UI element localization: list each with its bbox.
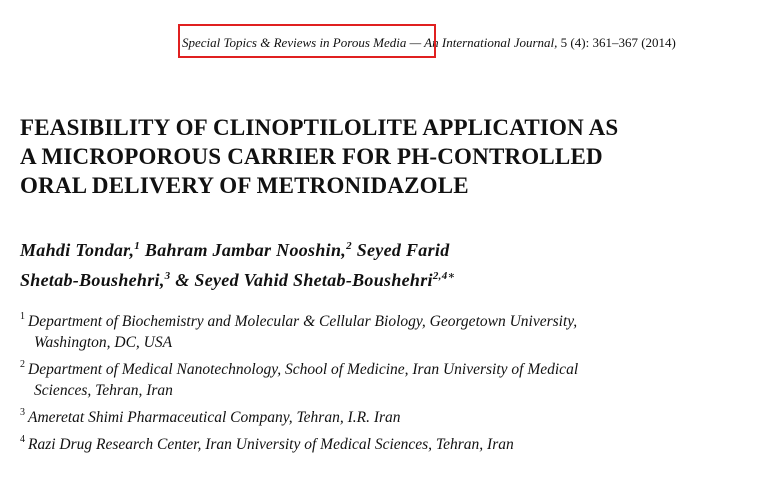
affiliation-4: [20, 434, 720, 455]
affiliation-text: Ameretat Shimi Pharmaceutical Company, Tehran, I.R. Iran: [28, 409, 401, 426]
affiliation-3: [20, 407, 720, 428]
affiliation-text: Department of Medical Nanotechnology, School of Medicine, Iran University of Medical: [28, 361, 579, 378]
author-4-affil: 2,4∗: [432, 270, 456, 282]
author-conjunction: &: [175, 270, 190, 290]
authors-line-2: [20, 263, 720, 293]
affiliation-text-cont: Washington, DC, USA: [34, 334, 173, 351]
affiliation-1: [20, 311, 720, 353]
title-line-2: A MICROPOROUS CARRIER FOR PH-CONTROLLED: [20, 144, 603, 169]
affiliation-2: [20, 359, 720, 401]
journal-name-highlighted[interactable]: [182, 35, 406, 51]
author-2: Bahram Jambar Nooshin,: [144, 240, 347, 260]
affiliation-list: [20, 311, 720, 461]
authors-line-1: [20, 233, 720, 263]
affiliation-number: 4: [20, 434, 25, 445]
author-list: [20, 233, 720, 293]
affiliation-text-cont: Sciences, Tehran, Iran: [34, 382, 173, 399]
volume-info: 5 (4): 361–367 (2014): [560, 35, 676, 50]
affiliation-number: 3: [20, 407, 25, 418]
affiliation-number: 1: [20, 311, 25, 322]
author-2-affil: 2: [346, 240, 352, 252]
journal-subtitle: [410, 35, 676, 50]
title-line-3: ORAL DELIVERY OF METRONIDAZOLE: [20, 173, 469, 198]
affiliation-number: 2: [20, 359, 25, 370]
title-line-1: FEASIBILITY OF CLINOPTILOLITE APPLICATION AS: [20, 115, 619, 140]
journal-name: Special Topics & Reviews in Porous Media: [182, 35, 407, 50]
author-3-affil: 3: [164, 270, 171, 282]
journal-header: [182, 35, 676, 51]
author-4: Seyed Vahid Shetab-Boushehri: [194, 270, 433, 290]
journal-subtitle-text: — An International Journal,: [409, 35, 558, 50]
affiliation-text: Razi Drug Research Center, Iran University of Medical Sciences, Tehran, Iran: [28, 436, 514, 453]
author-3-part1: Seyed Farid: [356, 240, 450, 260]
author-1: Mahdi Tondar,: [20, 240, 135, 260]
author-3-part2: Shetab-Boushehri,: [20, 270, 165, 290]
affiliation-text: Department of Biochemistry and Molecular & Cellular Biology, Georgetown University,: [28, 313, 578, 330]
paper-title: [20, 113, 740, 200]
author-1-affil: 1: [134, 240, 141, 252]
